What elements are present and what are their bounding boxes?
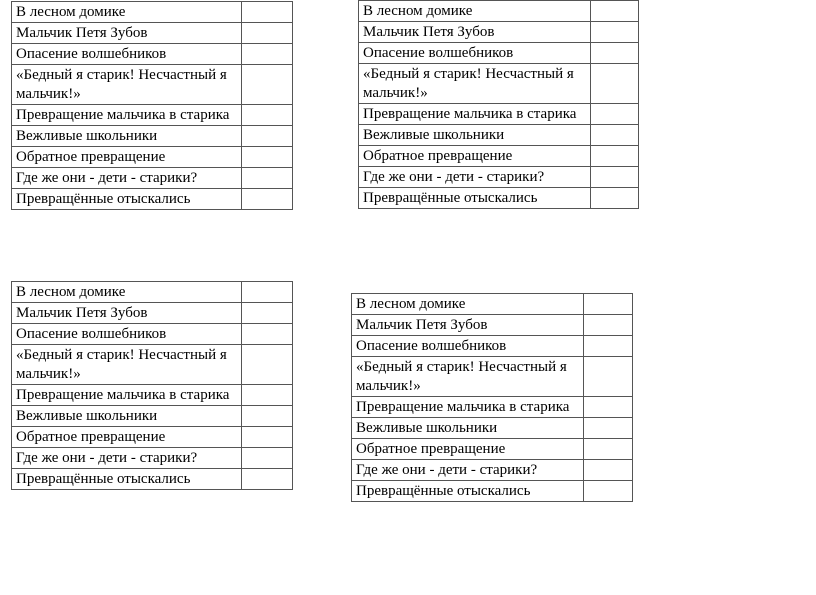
answer-cell: [242, 105, 293, 126]
plan-item: Где же они - дети - старики?: [12, 168, 242, 189]
answer-cell: [242, 303, 293, 324]
plan-item: Превращение мальчика в старика: [352, 397, 584, 418]
answer-cell: [242, 126, 293, 147]
plan-item: Опасение волшебников: [352, 336, 584, 357]
plan-table-bottom-left: [11, 281, 293, 490]
plan-item: Мальчик Петя Зубов: [12, 23, 242, 44]
plan-item: Превращённые отыскались: [352, 481, 584, 502]
plan-item: Превращённые отыскались: [12, 469, 242, 490]
answer-cell: [591, 1, 639, 22]
table-row: [12, 303, 293, 324]
answer-cell: [584, 439, 633, 460]
table-row: [352, 481, 633, 502]
plan-item: Мальчик Петя Зубов: [352, 315, 584, 336]
plan-item: Обратное превращение: [352, 439, 584, 460]
plan-item: В лесном домике: [352, 294, 584, 315]
plan-item: Обратное превращение: [12, 147, 242, 168]
table-row: [12, 126, 293, 147]
answer-cell: [242, 147, 293, 168]
table-row: [352, 418, 633, 439]
plan-item: Опасение волшебников: [12, 44, 242, 65]
plan-item: Вежливые школьники: [12, 126, 242, 147]
table-row: [12, 168, 293, 189]
answer-cell: [584, 481, 633, 502]
answer-cell: [584, 357, 633, 397]
plan-item: Превращение мальчика в старика: [359, 104, 591, 125]
plan-item: Вежливые школьники: [359, 125, 591, 146]
table-row: [352, 315, 633, 336]
table-row: [359, 188, 639, 209]
answer-cell: [242, 427, 293, 448]
plan-item: «Бедный я старик! Несчастный я мальчик!»: [359, 64, 591, 104]
plan-table-top-left: [11, 1, 293, 210]
answer-cell: [584, 336, 633, 357]
plan-item: В лесном домике: [359, 1, 591, 22]
plan-item: Опасение волшебников: [359, 43, 591, 64]
answer-cell: [591, 146, 639, 167]
answer-cell: [584, 315, 633, 336]
answer-cell: [584, 460, 633, 481]
answer-cell: [242, 406, 293, 427]
table-row: [12, 448, 293, 469]
plan-item: Обратное превращение: [12, 427, 242, 448]
answer-cell: [242, 448, 293, 469]
answer-cell: [591, 104, 639, 125]
answer-cell: [242, 65, 293, 105]
plan-table-bottom-right: [351, 293, 633, 502]
answer-cell: [242, 2, 293, 23]
plan-item: Превращённые отыскались: [359, 188, 591, 209]
answer-cell: [591, 125, 639, 146]
answer-cell: [591, 22, 639, 43]
plan-item: Превращённые отыскались: [12, 189, 242, 210]
table-row: [12, 23, 293, 44]
table-row: [352, 397, 633, 418]
plan-item: Обратное превращение: [359, 146, 591, 167]
table-row: [352, 439, 633, 460]
answer-cell: [591, 167, 639, 188]
plan-item: Вежливые школьники: [352, 418, 584, 439]
table-row: [359, 43, 639, 64]
answer-cell: [242, 324, 293, 345]
plan-item: «Бедный я старик! Несчастный я мальчик!»: [12, 345, 242, 385]
plan-item: В лесном домике: [12, 282, 242, 303]
table-row: [12, 406, 293, 427]
answer-cell: [242, 168, 293, 189]
table-row: [352, 357, 633, 397]
table-row: [12, 189, 293, 210]
table-row: [359, 64, 639, 104]
answer-cell: [242, 23, 293, 44]
table-row: [12, 427, 293, 448]
table-row: [359, 104, 639, 125]
answer-cell: [242, 345, 293, 385]
table-row: [12, 324, 293, 345]
plan-item: Превращение мальчика в старика: [12, 385, 242, 406]
answer-cell: [242, 282, 293, 303]
plan-item: Мальчик Петя Зубов: [12, 303, 242, 324]
answer-cell: [242, 44, 293, 65]
plan-item: Опасение волшебников: [12, 324, 242, 345]
plan-item: «Бедный я старик! Несчастный я мальчик!»: [12, 65, 242, 105]
table-row: [359, 125, 639, 146]
plan-item: Вежливые школьники: [12, 406, 242, 427]
answer-cell: [242, 385, 293, 406]
table-row: [352, 294, 633, 315]
table-row: [12, 105, 293, 126]
answer-cell: [584, 294, 633, 315]
answer-cell: [584, 397, 633, 418]
table-row: [12, 469, 293, 490]
plan-item: В лесном домике: [12, 2, 242, 23]
answer-cell: [591, 188, 639, 209]
answer-cell: [591, 43, 639, 64]
answer-cell: [242, 189, 293, 210]
table-row: [359, 167, 639, 188]
plan-item: Превращение мальчика в старика: [12, 105, 242, 126]
table-row: [12, 44, 293, 65]
table-row: [359, 146, 639, 167]
table-row: [12, 65, 293, 105]
table-row: [12, 385, 293, 406]
answer-cell: [584, 418, 633, 439]
table-row: [12, 2, 293, 23]
table-row: [352, 336, 633, 357]
table-row: [12, 147, 293, 168]
table-row: [359, 22, 639, 43]
answer-cell: [242, 469, 293, 490]
plan-table-top-right: [358, 0, 639, 209]
plan-item: Где же они - дети - старики?: [352, 460, 584, 481]
plan-item: Мальчик Петя Зубов: [359, 22, 591, 43]
answer-cell: [591, 64, 639, 104]
plan-item: Где же они - дети - старики?: [359, 167, 591, 188]
table-row: [12, 345, 293, 385]
table-row: [12, 282, 293, 303]
table-row: [352, 460, 633, 481]
plan-item: «Бедный я старик! Несчастный я мальчик!»: [352, 357, 584, 397]
table-row: [359, 1, 639, 22]
plan-item: Где же они - дети - старики?: [12, 448, 242, 469]
